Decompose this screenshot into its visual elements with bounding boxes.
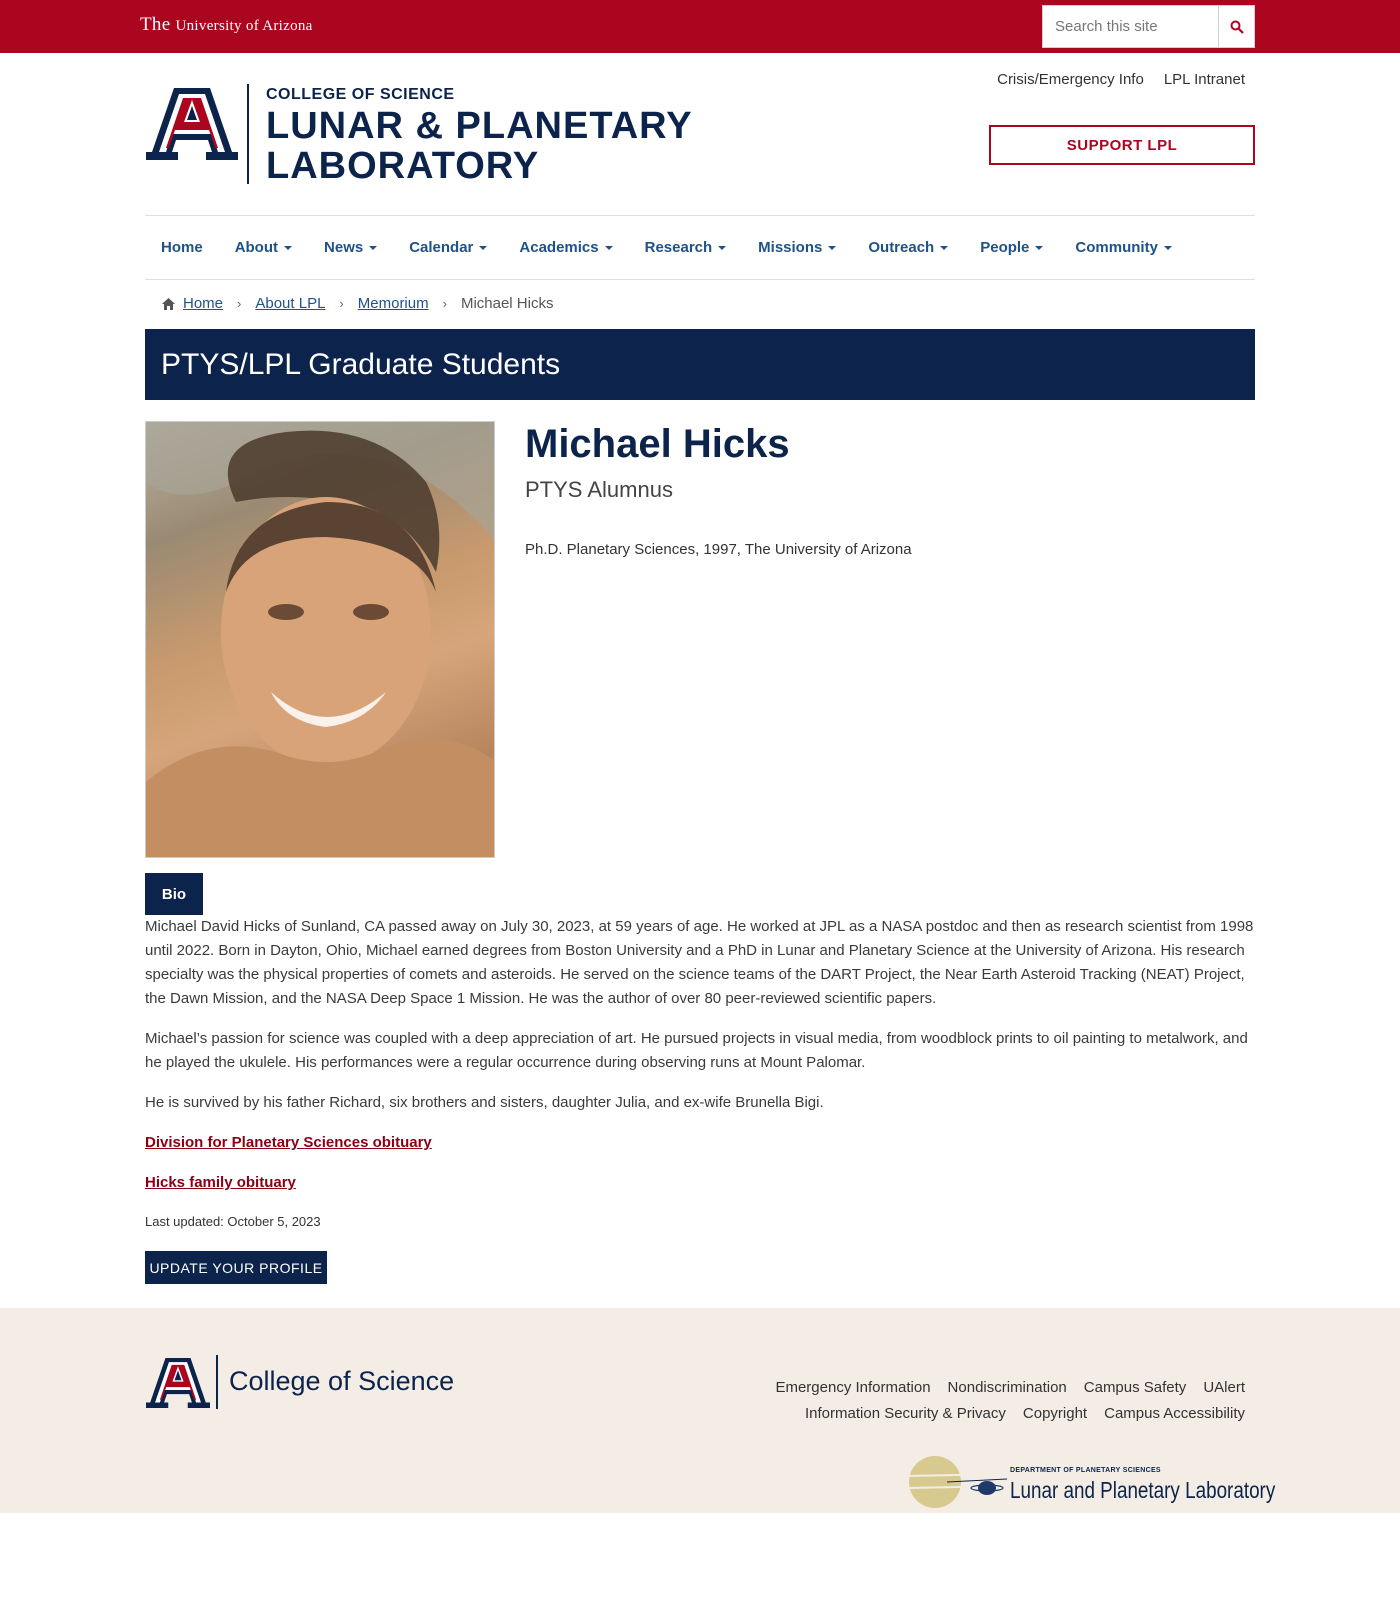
page-banner: PTYS/LPL Graduate Students — [145, 329, 1255, 400]
chevron-right-icon: › — [442, 296, 447, 311]
chevron-right-icon: › — [339, 296, 344, 311]
footer — [0, 1308, 1400, 1513]
lpl-logo[interactable] — [907, 1452, 1017, 1517]
lpl-dept-label: DEPARTMENT OF PLANETARY SCIENCES — [1010, 1467, 1161, 1474]
footer-link[interactable]: Campus Safety — [1083, 1379, 1187, 1396]
caret-down-icon — [479, 246, 487, 250]
footer-link[interactable]: Campus Accessibility — [1104, 1405, 1245, 1422]
university-wordmark[interactable]: The University of Arizona — [140, 14, 313, 35]
college-label: COLLEGE OF SCIENCE — [266, 86, 455, 103]
chevron-right-icon: › — [237, 296, 242, 311]
breadcrumb-about[interactable]: About LPL — [255, 295, 326, 312]
footer-link[interactable]: Information Security & Privacy — [805, 1405, 1006, 1422]
family-obituary-link[interactable]: Hicks family obituary — [145, 1174, 296, 1191]
nav-academics[interactable]: Academics — [519, 239, 612, 256]
footer-link[interactable]: UAlert — [1203, 1379, 1245, 1396]
caret-down-icon — [605, 246, 613, 250]
footer-link[interactable]: Emergency Information — [775, 1379, 931, 1396]
arizona-a-logo[interactable] — [146, 86, 238, 167]
nav-people[interactable]: People — [980, 239, 1043, 256]
update-profile-button[interactable]: UPDATE YOUR PROFILE — [145, 1251, 327, 1284]
search-box — [1042, 5, 1255, 48]
breadcrumb-home[interactable]: Home — [183, 295, 224, 312]
footer-links — [758, 1375, 1245, 1427]
crisis-info-link[interactable]: Crisis/Emergency Info — [997, 71, 1144, 88]
bio-tab[interactable]: Bio — [145, 873, 203, 915]
caret-down-icon — [718, 246, 726, 250]
lpl-name-label: Lunar and Planetary Laboratory — [1010, 1477, 1276, 1503]
nav-research[interactable]: Research — [645, 239, 727, 256]
profile-role: PTYS Alumnus — [525, 477, 673, 502]
search-button[interactable] — [1218, 6, 1254, 47]
breadcrumb — [162, 295, 553, 312]
nav-outreach[interactable]: Outreach — [868, 239, 948, 256]
main-nav — [145, 215, 1255, 280]
caret-down-icon — [828, 246, 836, 250]
arizona-a-logo[interactable] — [146, 1356, 210, 1415]
nav-news[interactable]: News — [324, 239, 377, 256]
logo-divider — [247, 84, 249, 184]
dps-obituary-link[interactable]: Division for Planetary Sciences obituary — [145, 1134, 432, 1151]
footer-link[interactable]: Nondiscrimination — [947, 1379, 1067, 1396]
caret-down-icon — [1035, 246, 1043, 250]
profile-photo — [145, 421, 495, 858]
bio-content — [145, 915, 1255, 1211]
profile-degree: Ph.D. Planetary Sciences, 1997, The University of Arizona — [525, 541, 912, 558]
profile-name: Michael Hicks — [525, 422, 790, 466]
footer-link[interactable]: Copyright — [1022, 1405, 1088, 1422]
search-icon — [1230, 20, 1244, 34]
nav-about[interactable]: About — [235, 239, 292, 256]
nav-missions[interactable]: Missions — [758, 239, 836, 256]
bio-paragraph: Michael’s passion for science was coupled with a deep appreciation of art. He pursued projects in visual media, from woodblock prints to oil painting to metalwork, and he played the ukulele. His performances were a regular occurrence during observing runs at Mount Palomar. — [145, 1030, 1248, 1071]
caret-down-icon — [369, 246, 377, 250]
support-lpl-button[interactable]: SUPPORT LPL — [989, 125, 1255, 165]
search-input[interactable] — [1043, 6, 1218, 47]
site-title[interactable]: LUNAR & PLANETARY LABORATORY — [266, 105, 693, 187]
nav-community[interactable]: Community — [1075, 239, 1172, 256]
home-icon — [162, 298, 175, 310]
last-updated: Last updated: October 5, 2023 — [145, 1214, 321, 1229]
bio-paragraph: He is survived by his father Richard, six brothers and sisters, daughter Julia, and ex-wife Brunella Bigi. — [145, 1094, 824, 1111]
footer-divider — [216, 1355, 218, 1409]
top-bar — [0, 0, 1400, 53]
utility-links — [997, 71, 1245, 88]
nav-calendar[interactable]: Calendar — [409, 239, 487, 256]
bio-paragraph: Michael David Hicks of Sunland, CA passed away on July 30, 2023, at 59 years of age. He worked at JPL as a NASA postdoc and then as research scientist from 1998 until 2022. Born in Dayton, Ohio, Michael earned degrees from Boston University and a PhD in Lunar and Planetary Science at the University of Arizona. His research specialty was the physical properties of comets and asteroids. He served on the science teams of the DART Project, the Near Earth Asteroid Tracking (NEAT) Project, the Dawn Mission, and the NASA Deep Space 1 Mission. He was the author of over 80 peer-reviewed scientific papers. — [145, 918, 1254, 1007]
lpl-intranet-link[interactable]: LPL Intranet — [1163, 71, 1245, 88]
footer-college-name[interactable]: College of Science — [229, 1366, 455, 1396]
breadcrumb-memorium[interactable]: Memorium — [357, 295, 429, 312]
breadcrumb-current: Michael Hicks — [460, 295, 554, 312]
caret-down-icon — [1164, 246, 1172, 250]
caret-down-icon — [940, 246, 948, 250]
nav-home[interactable]: Home — [161, 239, 203, 256]
caret-down-icon — [284, 246, 292, 250]
